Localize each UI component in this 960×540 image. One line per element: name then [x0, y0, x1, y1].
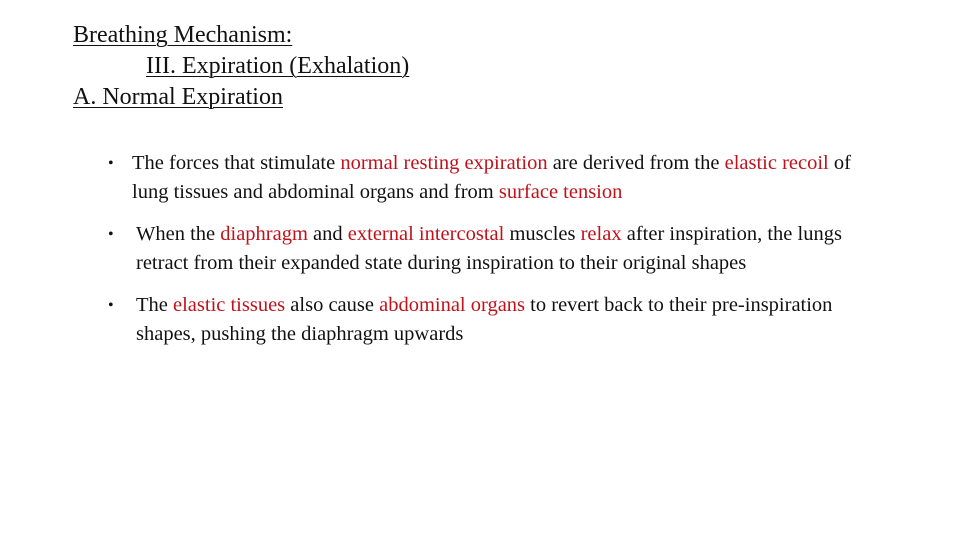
highlighted-term: external intercostal: [347, 223, 505, 245]
title-line-2: III. Expiration (Exhalation): [146, 53, 410, 79]
bullet-item-1: [108, 149, 878, 207]
bullet-dot-icon: •: [108, 155, 114, 172]
bullet-text: [132, 152, 851, 203]
text-run: The forces that stimulate: [132, 152, 341, 174]
text-run: also cause: [285, 294, 380, 316]
highlighted-term: diaphragm: [220, 223, 308, 245]
bullet-list: [108, 149, 878, 362]
text-run: to revert back to their pre-inspiration shapes, pushing the diaphragm upwards: [136, 294, 833, 345]
bullet-text: [136, 294, 832, 345]
text-run: are derived from the: [547, 152, 725, 174]
text-run: after inspiration, the lungs retract from their expanded state during inspiration to their original shapes: [136, 223, 842, 274]
bullet-dot-icon: •: [108, 297, 114, 314]
highlighted-term: surface tension: [498, 181, 623, 203]
bullet-item-2: [108, 220, 878, 278]
highlighted-term: abdominal organs: [379, 294, 526, 316]
text-run: When the: [136, 223, 221, 245]
text-run: muscles: [504, 223, 581, 245]
highlighted-term: elastic recoil: [724, 152, 829, 174]
bullet-text: [136, 223, 842, 274]
slide-title: [73, 20, 409, 113]
text-run: of lung tissues and abdominal organs and from: [132, 152, 851, 203]
text-run: The: [136, 294, 173, 316]
text-run: and: [307, 223, 348, 245]
title-line-3: A. Normal Expiration: [73, 84, 283, 110]
highlighted-term: relax: [580, 223, 622, 245]
highlighted-term: elastic tissues: [173, 294, 286, 316]
highlighted-term: normal resting expiration: [340, 152, 548, 174]
title-line-1: Breathing Mechanism:: [73, 22, 293, 48]
bullet-dot-icon: •: [108, 226, 114, 243]
bullet-item-3: [108, 291, 878, 349]
